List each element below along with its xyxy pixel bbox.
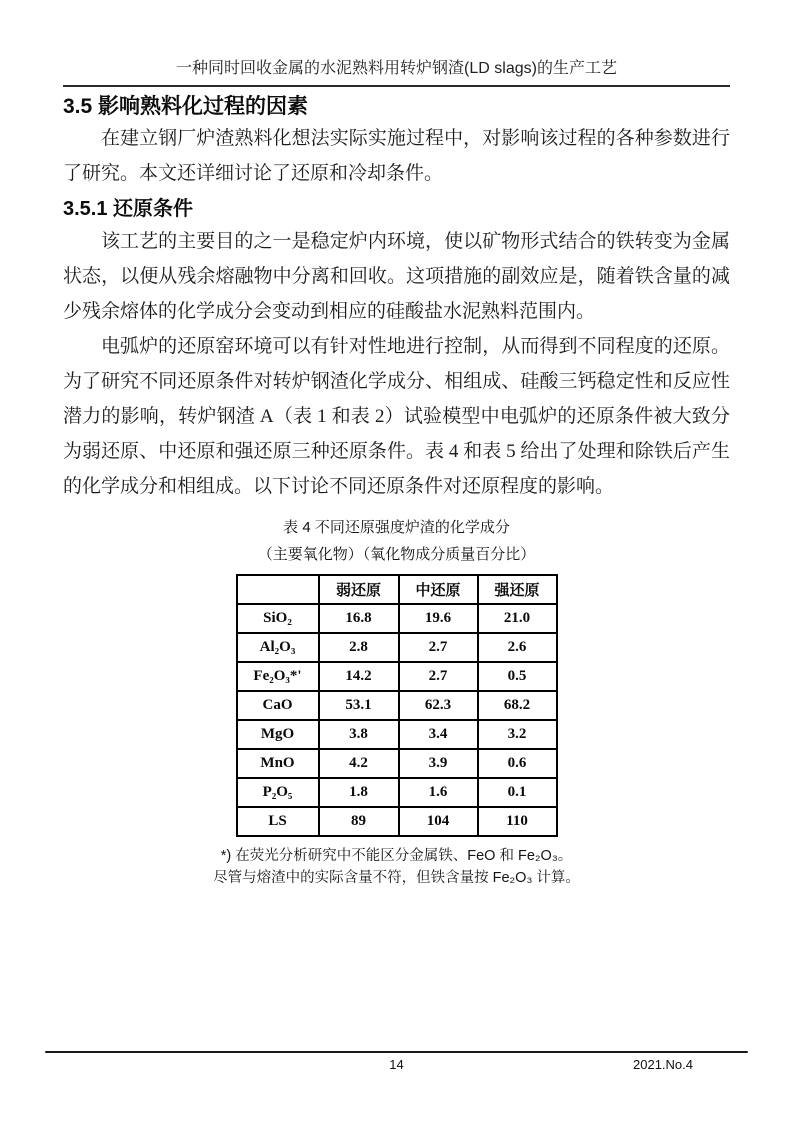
page-content [63, 92, 730, 889]
table-header-row [237, 575, 557, 604]
table-cell: 16.8 [319, 604, 399, 633]
row-label: MgO [237, 720, 319, 749]
table-cell: 2.6 [478, 633, 557, 662]
header-rule [63, 85, 730, 87]
table-cell: 3.4 [399, 720, 478, 749]
table-cell: 2.7 [399, 662, 478, 691]
table-cell: 1.6 [399, 778, 478, 807]
table-row [237, 749, 557, 778]
table-cell: 104 [399, 807, 478, 836]
subsection-heading: 3.5.1 还原条件 [63, 198, 194, 220]
row-label: Fe₂O₃*' [237, 662, 319, 691]
paragraph-process-goal: 该工艺的主要目的之一是稳定炉内环境，使以矿物形式结合的铁转变为金属状态，以便从残余熔融物中分离和回收。这项措施的副效应是，随着铁含量的减少残余熔体的化学成分会变动到相应的硅酸盐水泥熟料范围内。 [63, 231, 730, 322]
table-4-chemical-composition [236, 574, 558, 837]
table-row [237, 633, 557, 662]
table-cell: 21.0 [478, 604, 557, 633]
table-cell: 2.7 [399, 633, 478, 662]
paragraph-intro: 在建立钢厂炉渣熟料化想法实际实施过程中，对影响该过程的各种参数进行了研究。本文还详细讨论了还原和冷却条件。 [63, 128, 730, 184]
col-header-medium-reduction: 中还原 [399, 575, 478, 604]
table-cell: 89 [319, 807, 399, 836]
table-row [237, 691, 557, 720]
table-cell: 19.6 [399, 604, 478, 633]
table-row [237, 778, 557, 807]
row-label: SiO₂ [237, 604, 319, 633]
table-row [237, 807, 557, 836]
table-cell: 14.2 [319, 662, 399, 691]
table-cell: 0.6 [478, 749, 557, 778]
running-title: 一种同时回收金属的水泥熟料用转炉钢渣(LD slags)的生产工艺 [176, 60, 617, 77]
row-label: Al₂O₃ [237, 633, 319, 662]
table-caption-line2: （主要氧化物）（氧化物成分质量百分比） [257, 546, 536, 563]
table-cell: 1.8 [319, 778, 399, 807]
table-cell: 110 [478, 807, 557, 836]
col-header-weak-reduction: 弱还原 [319, 575, 399, 604]
row-label: LS [237, 807, 319, 836]
table-cell: 62.3 [399, 691, 478, 720]
section-heading: 3.5 影响熟料化过程的因素 [63, 95, 309, 118]
table-cell: 68.2 [478, 691, 557, 720]
page-number: 14 [389, 1057, 404, 1072]
table-cell: 0.1 [478, 778, 557, 807]
table-footnote-line1: *) 在荧光分析研究中不能区分金属铁、FeO 和 Fe₂O₃。 [220, 848, 573, 864]
table-row [237, 604, 557, 633]
row-label: P₂O₅ [237, 778, 319, 807]
row-label: CaO [237, 691, 319, 720]
table-cell: 2.8 [319, 633, 399, 662]
issue-number: 2021.No.4 [633, 1057, 693, 1072]
footer-rule [45, 1051, 748, 1053]
table-caption-line1: 表 4 不同还原强度炉渣的化学成分 [283, 519, 510, 536]
table-cell: 3.9 [399, 749, 478, 778]
table-cell: 0.5 [478, 662, 557, 691]
paragraph-reduction-conditions: 电弧炉的还原窑环境可以有针对性地进行控制，从而得到不同程度的还原。为了研究不同还原条件对转炉钢渣化学成分、相组成、硅酸三钙稳定性和反应性潜力的影响，转炉钢渣 A（表 1 和表 2）试验模型中电弧炉的还原条件被大致分为弱还原、中还原和强还原三种还原条件。表 4 和表 5 给出了处理和除铁后产生的化学成分和相组成。以下讨论不同还原条件对还原程度的影响。 [63, 336, 730, 497]
table-cell: 4.2 [319, 749, 399, 778]
col-header-strong-reduction: 强还原 [478, 575, 557, 604]
table-footnote-line2: 尽管与熔渣中的实际含量不符，但铁含量按 Fe₂O₃ 计算。 [213, 870, 580, 886]
col-header-empty [237, 575, 319, 604]
table-cell: 3.2 [478, 720, 557, 749]
table-cell: 3.8 [319, 720, 399, 749]
table-row [237, 720, 557, 749]
table-cell: 53.1 [319, 691, 399, 720]
table-row [237, 662, 557, 691]
row-label: MnO [237, 749, 319, 778]
